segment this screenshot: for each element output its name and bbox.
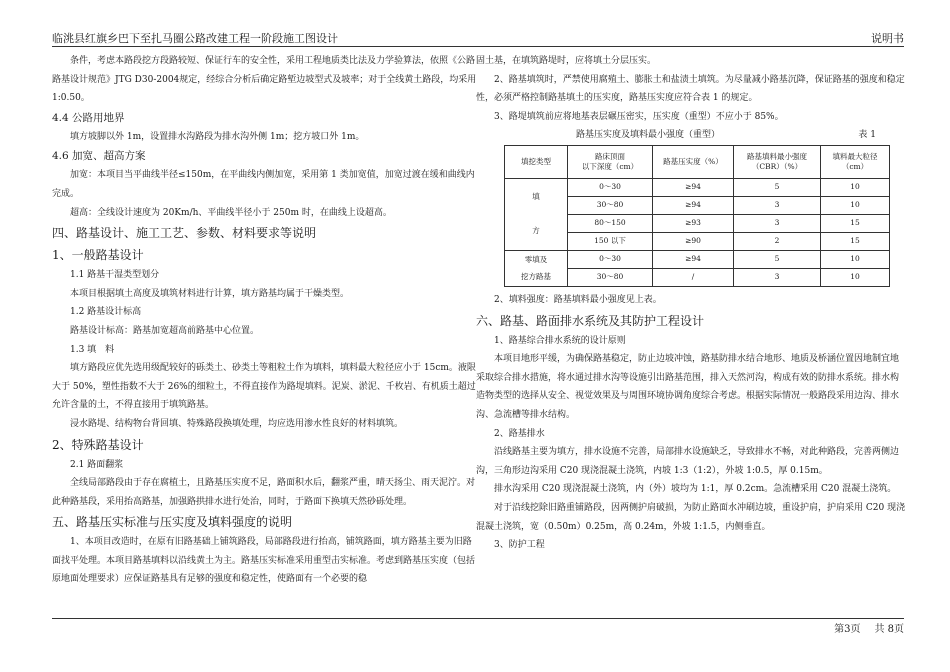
paragraph: 2、填料强度：路基填料最小强度见上表。 [494,294,662,305]
table-cell: 0～30 [568,178,653,196]
table-header-row [505,145,890,178]
column-header: 填料最大粒径 （cm） [821,145,890,178]
table-cell: 0～30 [568,250,653,268]
paragraph: 本项目根据填土高度及填筑材料进行计算，填方路基均属于干燥类型。 [70,288,350,299]
table-row [505,178,890,196]
chapter-heading: 四、路基设计、施工工艺、参数、材料要求等说明 [52,226,317,241]
paragraph: 加宽：本项目当平曲线半径≤150m，在平曲线内侧加宽，采用第 1 类加宽值，加宽过渡在缓和曲线内完成。 [52,170,475,199]
table-cell: 10 [821,268,890,286]
column-header: 路基填料最小强度 （CBR）（%） [734,145,821,178]
page-total: 共 8页 [874,624,904,635]
table-cell: ≥94 [653,196,734,214]
group-label: 挖方路基 [521,272,551,282]
paragraph: 本项目地形平缓，为确保路基稳定，防止边坡冲蚀，路基防排水结合地形、地质及桥涵位置因地制宜地采取综合排水措施，将水通过排水沟等设施引出路基范围，排入天然河沟，构成有效的防排水系统。排水构造物类型的选择从安全、视觉效果及与周围环境协调角度综合考虑。根据实际情况一般路段采用边沟、排水沟、急流槽等排水结构。 [476,354,900,420]
subsection-heading: 1、路基综合排水系统的设计原则 [494,335,626,346]
section-heading: 2、特殊路基设计 [52,437,144,452]
table-cell: ≥94 [653,178,734,196]
paragraph: 2、路基填筑时，严禁使用腐殖土、膨胀土和盐渍土填筑。为尽量减小路基沉降，保证路基的强度和稳定性，必须严格控制路基填土的压实度，路基压实度应符合表 1 的规定。 [476,74,905,104]
section-heading: 4.4 公路用地界 [52,111,125,124]
compaction-table [504,145,890,287]
table-cell: 80～150 [568,214,653,232]
table-cell: 150 以下 [568,232,653,250]
subsection-heading: 1.1 路基干湿类型划分 [70,270,160,281]
table-cell: ≥90 [653,232,734,250]
table-number: 表 1 [858,130,876,141]
table-cell: 5 [734,178,821,196]
column-header: 路基压实度（%） [653,145,734,178]
chapter-heading: 六、路基、路面排水系统及其防护工程设计 [476,313,705,328]
page-header [52,30,904,47]
paragraph: 填方路段应优先选用级配较好的砾类土、砂类土等粗粒土作为填料，填料最大粒径应小于 15cm。液限大于 50%，塑性指数不大于 26%的细粒土，不得直接作为路堤填料。泥炭、淤泥、千枚岩、有机质土超过允许含量的土，不得直接用于填筑路基。 [52,363,476,411]
table-cell: 15 [821,214,890,232]
subsection-heading: 2、路基排水 [494,428,545,439]
subsection-heading: 3、防护工程 [494,540,545,551]
chapter-heading: 五、路基压实标准与压实度及填料强度的说明 [52,515,293,530]
table-cell: 15 [821,232,890,250]
table-cell: 10 [821,196,890,214]
table-cell: 10 [821,178,890,196]
page-number: 第3页 [834,624,861,635]
table-cell: 5 [734,250,821,268]
paragraph: 填方坡脚以外 1m，设置排水沟路段为排水沟外侧 1m；挖方坡口外 1m。 [70,131,365,142]
paragraph: 对于沿线挖除旧路重铺路段，因两侧护肩破损，为防止路面水冲刷边坡，重设护肩，护肩采用 C20 现浇混凝土浇筑，宽（0.50m）0.25m，高 0.24m，外坡 1:1.5，内侧垂直。 [476,502,906,532]
paragraph: 条件，考虑本路段挖方段路较短、保证行车的安全性，采用工程地质类比法及力学验算法，依照《公路路基设计规范》JTG D30-2004规定，经综合分析后确定路堑边坡型式及坡率；对于全线黄土路段，均采用 1:0.50。 [52,56,477,104]
table-cell: 30～80 [568,196,653,214]
subsection-heading: 1.2 路基设计标高 [70,307,142,318]
paragraph: 全线局部路段由于存在腐植土，且路基压实度不足，路面积水后，翻浆严重，晴天扬尘、雨天泥泞。对此种路基段，采用抬高路基，加强路拱排水进行处治，同时，于路面下换填天然砂砾处理。 [52,478,476,507]
paragraph: 超高：全线设计速度为 20Km/h、平曲线半径小于 250m 时，在曲线上设超高。 [70,207,392,218]
page-footer [52,618,904,636]
group-label: 零填及 [524,255,548,265]
table-cell: 3 [734,196,821,214]
column-header: 填挖类型 [505,145,568,178]
paragraph: 1、本项目改造时，在原有旧路基础上铺筑路段，局部路段进行抬高，铺筑路面，填方路基主要为旧路面找平处理。本项目路基填料以沿线黄土为主。路基压实标准采用重型击实标准。考虑到路基压实度（包括原地面处理要求）应保证路基具有足够的强度和稳定性，使路面有一个必要的稳 [52,537,476,585]
table-cell: 10 [821,250,890,268]
paragraph: 3、路堤填筑前应将地基表层碾压密实，压实度（重型）不应小于 85%。 [494,111,784,122]
column-header: 路床顶面 以下深度（cm） [568,145,653,178]
left-column [52,52,480,616]
paragraph: 固土基，在填筑路堤时，应将填土分层压实。 [476,56,657,66]
section-heading: 1、一般路基设计 [52,248,144,263]
group-cell-fill [505,178,568,250]
table-row [505,250,890,268]
paragraph: 沿线路基主要为填方，排水设施不完善，局部排水设施缺乏，导致排水不畅，对此种路段，完善两侧边沟，三角形边沟采用 C20 现浇混凝土浇筑，内坡 1:3（1:2），外坡 1:0.5，厚 0.15m。 [476,447,900,476]
table-cell: 2 [734,232,821,250]
paragraph: 路基设计标高：路基加宽超高前路基中心位置。 [70,325,260,336]
group-cell-zero [505,250,568,286]
table-title: 路基压实度及填料最小强度（重型） [576,130,721,141]
document-title: 临洮县红旗乡巴下至扎马圈公路改建工程一阶段施工图设计 [52,32,338,45]
table-cell: 30～80 [568,268,653,286]
table-cell: / [653,268,734,286]
table-cell: ≥93 [653,214,734,232]
subsection-heading: 2.1 路面翻浆 [70,459,124,470]
table-cell: ≥94 [653,250,734,268]
paragraph: 浸水路堤、结构物台背回填、特殊路段换填处理，均应选用渗水性良好的材料填筑。 [70,418,404,429]
section-heading: 4.6 加宽、超高方案 [52,150,146,163]
table-cell: 3 [734,268,821,286]
group-label: 填 [532,192,540,202]
paragraph: 排水沟采用 C20 现浇混凝土浇筑，内（外）坡均为 1:1，厚 0.2cm。急流槽采用 C20 混凝土浇筑。 [494,484,897,495]
subsection-heading: 1.3 填 料 [70,344,115,355]
document-type: 说明书 [871,32,904,45]
group-label: 方 [532,226,540,236]
table-caption [476,126,906,145]
right-column [476,52,906,616]
table-cell: 3 [734,214,821,232]
